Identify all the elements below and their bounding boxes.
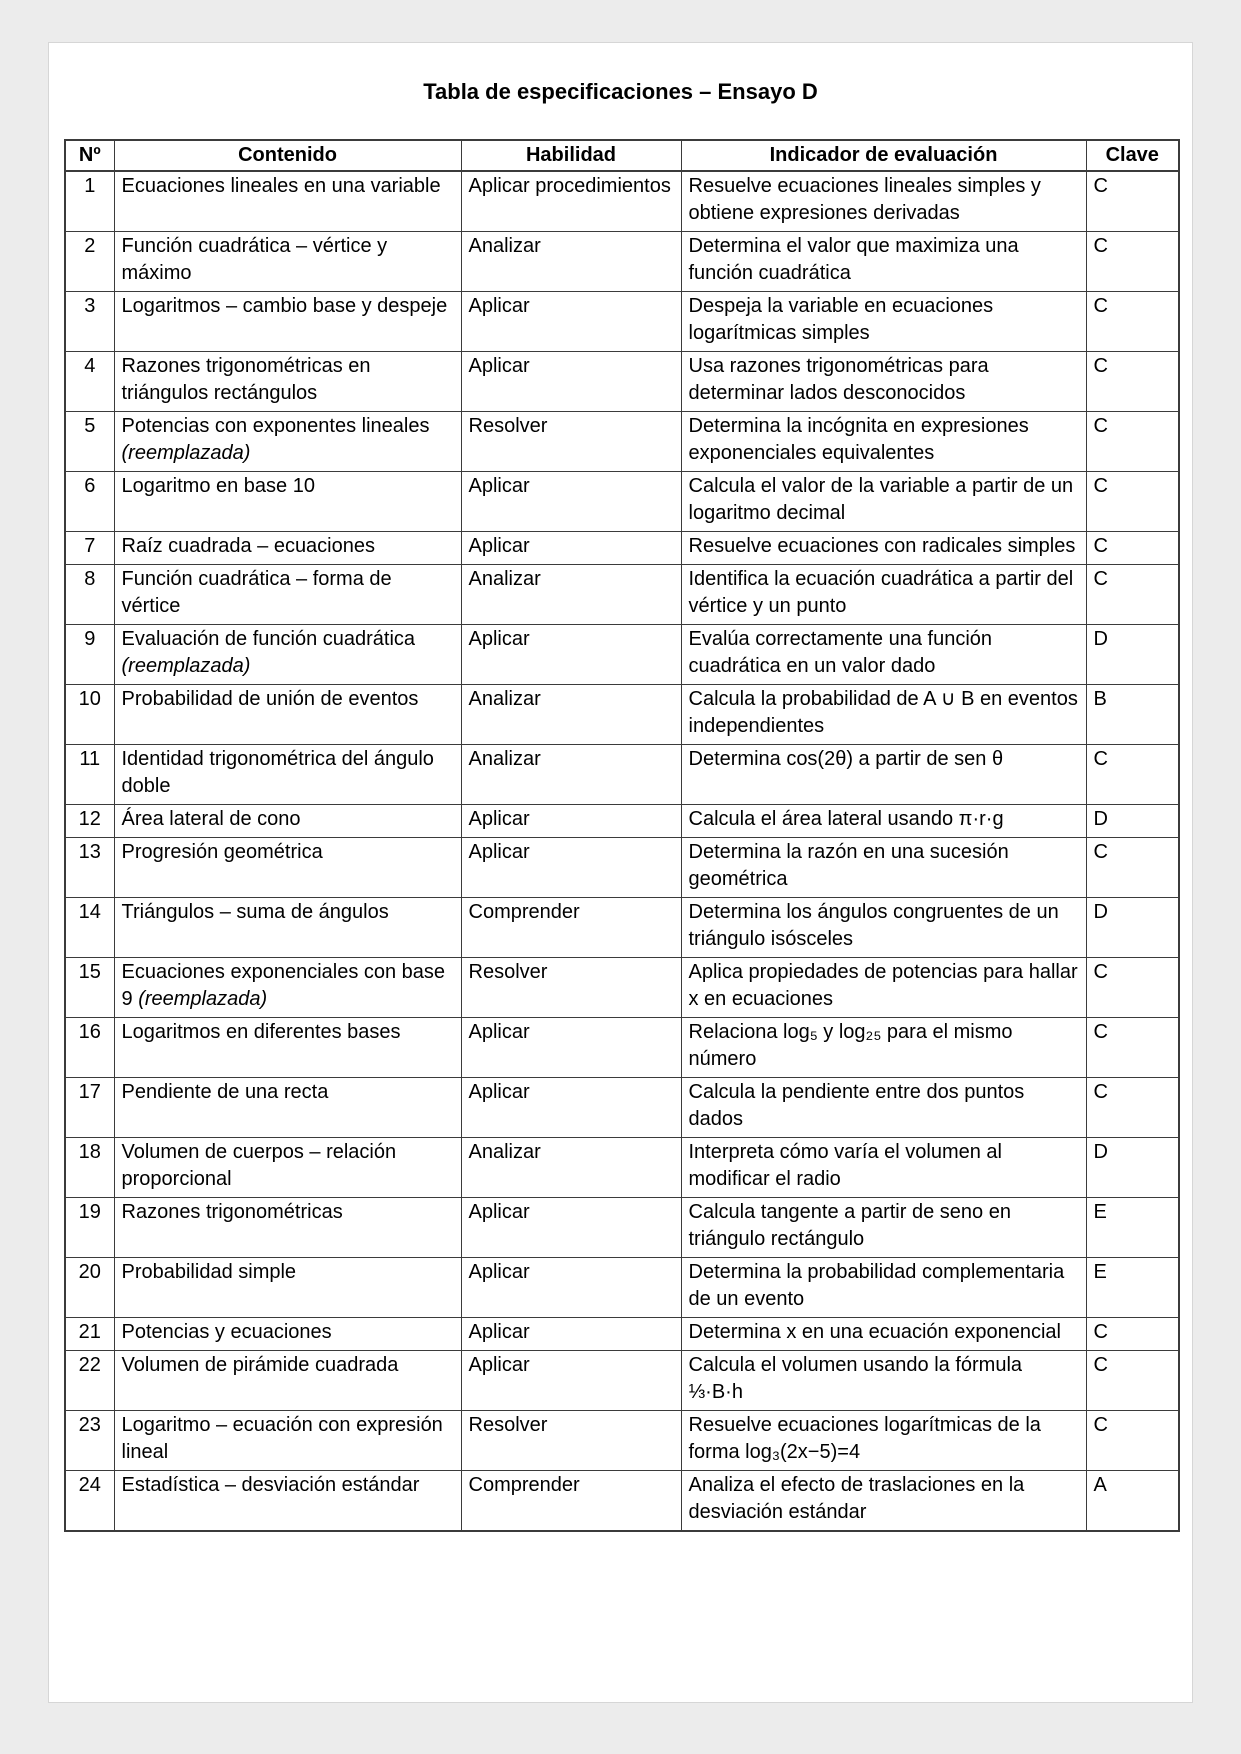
row-num-cell: 1 (65, 171, 114, 232)
habilidad-cell: Aplicar (461, 1318, 681, 1351)
contenido-text: Logaritmo – ecuación con expresión lineal (121, 1414, 443, 1463)
contenido-text: Ecuaciones exponenciales con base 9 (121, 961, 446, 1010)
indicador-cell: Calcula tangente a partir de seno en triángulo rectángulo (681, 1198, 1086, 1258)
contenido-cell (114, 1411, 461, 1471)
table-row (65, 1411, 1179, 1471)
table-row (65, 292, 1179, 352)
indicador-cell: Resuelve ecuaciones logarítmicas de la forma log₃(2x−5)=4 (681, 1411, 1086, 1471)
contenido-cell (114, 1138, 461, 1198)
habilidad-cell: Analizar (461, 1138, 681, 1198)
document-page (48, 42, 1193, 1703)
clave-cell: E (1086, 1258, 1179, 1318)
col-header-indicador: Indicador de evaluación (681, 140, 1086, 171)
clave-cell: C (1086, 1318, 1179, 1351)
contenido-note: (reemplazada) (121, 655, 251, 677)
contenido-cell (114, 1198, 461, 1258)
contenido-text: Volumen de cuerpos – relación proporcional (121, 1141, 397, 1190)
contenido-cell (114, 1018, 461, 1078)
contenido-cell (114, 745, 461, 805)
table-row (65, 1471, 1179, 1532)
spec-table-body (65, 171, 1179, 1531)
table-row (65, 805, 1179, 838)
clave-cell: D (1086, 1138, 1179, 1198)
clave-cell: C (1086, 838, 1179, 898)
row-num-cell: 12 (65, 805, 114, 838)
contenido-cell (114, 1318, 461, 1351)
indicador-cell: Determina el valor que maximiza una función cuadrática (681, 232, 1086, 292)
contenido-text: Probabilidad de unión de eventos (121, 688, 419, 710)
table-row (65, 1351, 1179, 1411)
row-num-cell: 14 (65, 898, 114, 958)
contenido-text: Progresión geométrica (121, 841, 323, 863)
table-row (65, 1258, 1179, 1318)
contenido-text: Logaritmos – cambio base y despeje (121, 295, 448, 317)
table-row (65, 171, 1179, 232)
contenido-cell (114, 352, 461, 412)
indicador-cell: Usa razones trigonométricas para determinar lados desconocidos (681, 352, 1086, 412)
table-row (65, 1318, 1179, 1351)
contenido-cell (114, 625, 461, 685)
contenido-text: Logaritmos en diferentes bases (121, 1021, 401, 1043)
habilidad-cell: Comprender (461, 898, 681, 958)
row-num-cell: 17 (65, 1078, 114, 1138)
row-num-cell: 18 (65, 1138, 114, 1198)
clave-cell: C (1086, 565, 1179, 625)
clave-cell: C (1086, 1078, 1179, 1138)
table-row (65, 685, 1179, 745)
row-num-cell: 16 (65, 1018, 114, 1078)
row-num-cell: 19 (65, 1198, 114, 1258)
indicador-cell: Determina la razón en una sucesión geométrica (681, 838, 1086, 898)
habilidad-cell: Analizar (461, 745, 681, 805)
habilidad-cell: Aplicar (461, 472, 681, 532)
indicador-cell: Calcula el volumen usando la fórmula ⅓·B·h (681, 1351, 1086, 1411)
page-title: Tabla de especificaciones – Ensayo D (423, 79, 818, 104)
contenido-cell (114, 532, 461, 565)
clave-cell: C (1086, 1018, 1179, 1078)
indicador-cell: Aplica propiedades de potencias para hallar x en ecuaciones (681, 958, 1086, 1018)
contenido-cell (114, 685, 461, 745)
indicador-cell: Calcula la probabilidad de A ∪ B en eventos independientes (681, 685, 1086, 745)
indicador-cell: Identifica la ecuación cuadrática a partir del vértice y un punto (681, 565, 1086, 625)
clave-cell: C (1086, 532, 1179, 565)
indicador-cell: Resuelve ecuaciones con radicales simples (681, 532, 1086, 565)
habilidad-cell: Aplicar procedimientos (461, 171, 681, 232)
contenido-cell (114, 232, 461, 292)
table-row (65, 958, 1179, 1018)
row-num-cell: 2 (65, 232, 114, 292)
contenido-cell (114, 898, 461, 958)
habilidad-cell: Aplicar (461, 805, 681, 838)
clave-cell: C (1086, 352, 1179, 412)
row-num-cell: 7 (65, 532, 114, 565)
clave-cell: D (1086, 625, 1179, 685)
indicador-cell: Resuelve ecuaciones lineales simples y obtiene expresiones derivadas (681, 171, 1086, 232)
habilidad-cell: Aplicar (461, 1198, 681, 1258)
row-num-cell: 21 (65, 1318, 114, 1351)
col-header-num: Nº (65, 140, 114, 171)
clave-cell: C (1086, 472, 1179, 532)
clave-cell: C (1086, 292, 1179, 352)
table-row (65, 625, 1179, 685)
habilidad-cell: Aplicar (461, 1351, 681, 1411)
contenido-text: Razones trigonométricas (121, 1201, 343, 1223)
contenido-text: Identidad trigonométrica del ángulo doble (121, 748, 434, 797)
indicador-cell: Despeja la variable en ecuaciones logarítmicas simples (681, 292, 1086, 352)
indicador-cell: Calcula la pendiente entre dos puntos dados (681, 1078, 1086, 1138)
row-num-cell: 20 (65, 1258, 114, 1318)
habilidad-cell: Analizar (461, 565, 681, 625)
table-row (65, 1018, 1179, 1078)
contenido-text: Evaluación de función cuadrática (121, 628, 416, 650)
contenido-cell (114, 472, 461, 532)
row-num-cell: 4 (65, 352, 114, 412)
indicador-cell: Determina cos(2θ) a partir de sen θ (681, 745, 1086, 805)
habilidad-cell: Resolver (461, 958, 681, 1018)
contenido-cell (114, 1078, 461, 1138)
col-header-habilidad: Habilidad (461, 140, 681, 171)
specifications-table (64, 139, 1180, 1532)
contenido-cell (114, 1258, 461, 1318)
row-num-cell: 15 (65, 958, 114, 1018)
table-row (65, 412, 1179, 472)
row-num-cell: 22 (65, 1351, 114, 1411)
clave-cell: C (1086, 412, 1179, 472)
contenido-cell (114, 412, 461, 472)
contenido-note: (reemplazada) (121, 442, 251, 464)
contenido-text: Probabilidad simple (121, 1261, 297, 1283)
clave-cell: C (1086, 1351, 1179, 1411)
indicador-cell: Determina los ángulos congruentes de un triángulo isósceles (681, 898, 1086, 958)
contenido-text: Logaritmo en base 10 (121, 475, 315, 497)
contenido-text: Razones trigonométricas en triángulos rectángulos (121, 355, 371, 404)
habilidad-cell: Analizar (461, 232, 681, 292)
contenido-text: Potencias con exponentes lineales (121, 415, 430, 437)
row-num-cell: 5 (65, 412, 114, 472)
row-num-cell: 10 (65, 685, 114, 745)
table-row (65, 472, 1179, 532)
habilidad-cell: Aplicar (461, 532, 681, 565)
row-num-cell: 3 (65, 292, 114, 352)
indicador-cell: Determina la incógnita en expresiones exponenciales equivalentes (681, 412, 1086, 472)
habilidad-cell: Aplicar (461, 1258, 681, 1318)
row-num-cell: 24 (65, 1471, 114, 1532)
clave-cell: E (1086, 1198, 1179, 1258)
contenido-text: Estadística – desviación estándar (121, 1474, 420, 1496)
contenido-cell (114, 958, 461, 1018)
contenido-text: Pendiente de una recta (121, 1081, 329, 1103)
row-num-cell: 8 (65, 565, 114, 625)
table-row (65, 532, 1179, 565)
col-header-contenido: Contenido (114, 140, 461, 171)
indicador-cell: Interpreta cómo varía el volumen al modificar el radio (681, 1138, 1086, 1198)
table-row (65, 232, 1179, 292)
indicador-cell: Relaciona log₅ y log₂₅ para el mismo número (681, 1018, 1086, 1078)
contenido-text: Función cuadrática – vértice y máximo (121, 235, 388, 284)
table-row (65, 898, 1179, 958)
habilidad-cell: Resolver (461, 412, 681, 472)
table-row (65, 1078, 1179, 1138)
contenido-cell (114, 805, 461, 838)
contenido-cell (114, 292, 461, 352)
contenido-text: Área lateral de cono (121, 808, 301, 830)
habilidad-cell: Aplicar (461, 1018, 681, 1078)
habilidad-cell: Resolver (461, 1411, 681, 1471)
row-num-cell: 13 (65, 838, 114, 898)
contenido-text: Triángulos – suma de ángulos (121, 901, 389, 923)
table-row (65, 1198, 1179, 1258)
contenido-cell (114, 171, 461, 232)
habilidad-cell: Aplicar (461, 1078, 681, 1138)
table-row (65, 1138, 1179, 1198)
row-num-cell: 11 (65, 745, 114, 805)
clave-cell: C (1086, 745, 1179, 805)
clave-cell: C (1086, 1411, 1179, 1471)
indicador-cell: Calcula el valor de la variable a partir de un logaritmo decimal (681, 472, 1086, 532)
clave-cell: C (1086, 232, 1179, 292)
indicador-cell: Calcula el área lateral usando π·r·g (681, 805, 1086, 838)
contenido-cell (114, 1471, 461, 1532)
habilidad-cell: Analizar (461, 685, 681, 745)
clave-cell: C (1086, 171, 1179, 232)
habilidad-cell: Aplicar (461, 352, 681, 412)
habilidad-cell: Aplicar (461, 625, 681, 685)
row-num-cell: 23 (65, 1411, 114, 1471)
indicador-cell: Evalúa correctamente una función cuadrática en un valor dado (681, 625, 1086, 685)
table-row (65, 352, 1179, 412)
table-row (65, 565, 1179, 625)
clave-cell: C (1086, 958, 1179, 1018)
habilidad-cell: Comprender (461, 1471, 681, 1532)
contenido-text: Función cuadrática – forma de vértice (121, 568, 392, 617)
indicador-cell: Analiza el efecto de traslaciones en la desviación estándar (681, 1471, 1086, 1532)
col-header-clave: Clave (1086, 140, 1179, 171)
contenido-text: Volumen de pirámide cuadrada (121, 1354, 399, 1376)
indicador-cell: Determina x en una ecuación exponencial (681, 1318, 1086, 1351)
table-row (65, 838, 1179, 898)
contenido-note: (reemplazada) (138, 988, 268, 1010)
contenido-cell (114, 565, 461, 625)
clave-cell: A (1086, 1471, 1179, 1532)
clave-cell: D (1086, 898, 1179, 958)
table-header-row (65, 140, 1179, 171)
contenido-text: Raíz cuadrada – ecuaciones (121, 535, 375, 557)
clave-cell: D (1086, 805, 1179, 838)
habilidad-cell: Aplicar (461, 292, 681, 352)
row-num-cell: 9 (65, 625, 114, 685)
clave-cell: B (1086, 685, 1179, 745)
table-row (65, 745, 1179, 805)
contenido-text: Ecuaciones lineales en una variable (121, 175, 441, 197)
habilidad-cell: Aplicar (461, 838, 681, 898)
contenido-cell (114, 838, 461, 898)
row-num-cell: 6 (65, 472, 114, 532)
contenido-text: Potencias y ecuaciones (121, 1321, 332, 1343)
contenido-cell (114, 1351, 461, 1411)
indicador-cell: Determina la probabilidad complementaria de un evento (681, 1258, 1086, 1318)
